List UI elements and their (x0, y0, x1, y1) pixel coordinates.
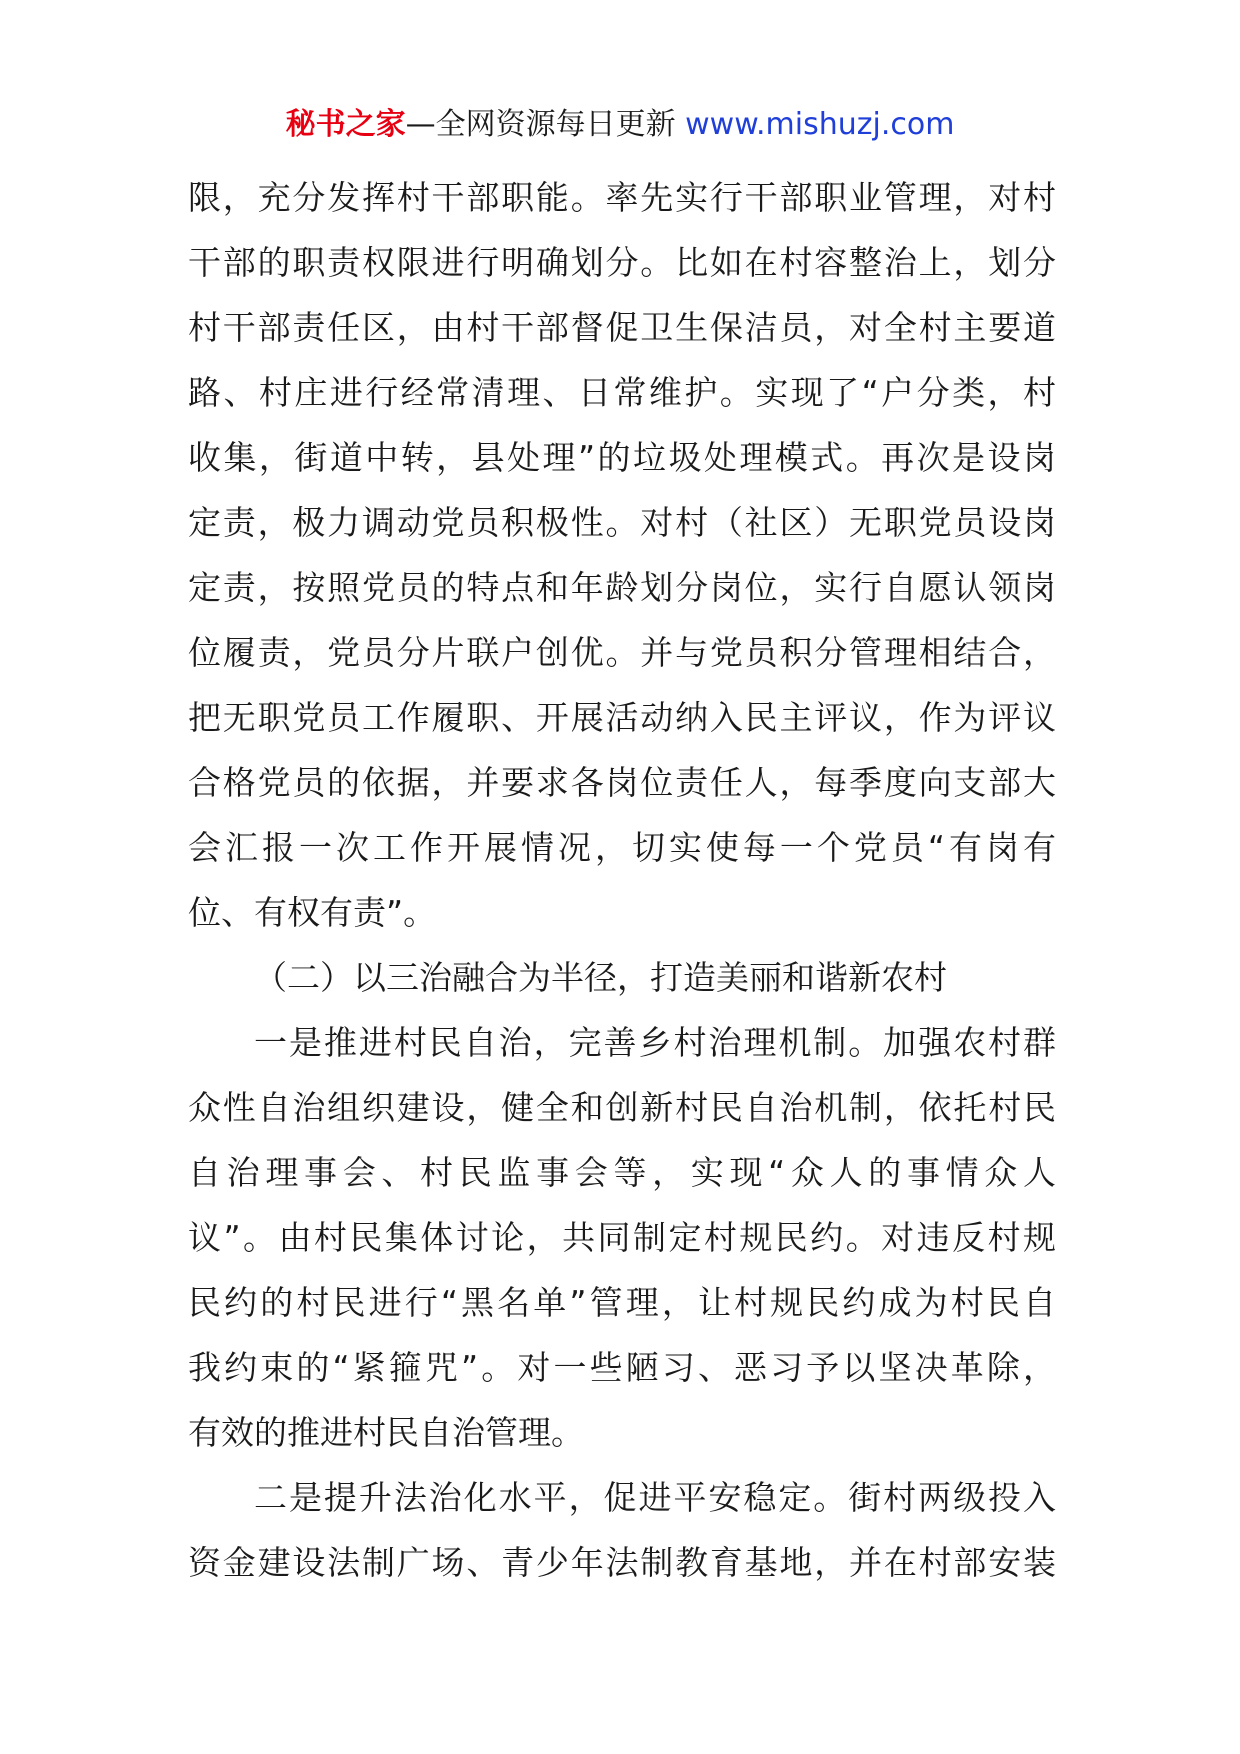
text-line: 把无职党员工作履职、开展活动纳入民主评议，作为评议 (188, 698, 1056, 737)
section-heading: （二）以三治融合为半径，打造美丽和谐新农村 (254, 958, 947, 997)
text-line: 村干部责任区，由村干部督促卫生保洁员，对全村主要道 (188, 308, 1056, 347)
text-line: 自治理事会、村民监事会等，实现“众人的事情众人 (188, 1153, 1056, 1192)
text-line: 位、有权有责”。 (188, 893, 437, 932)
text-line: 收集，街道中转，县处理”的垃圾处理模式。再次是设岗 (188, 438, 1056, 477)
page-header (0, 100, 1240, 150)
paragraph-first-line: 二是提升法治化水平，促进平安稳定。街村两级投入 (254, 1478, 1056, 1517)
text-line: 定责，按照党员的特点和年龄划分岗位，实行自愿认领岗 (188, 568, 1056, 607)
text-line: 合格党员的依据，并要求各岗位责任人，每季度向支部大 (188, 763, 1056, 802)
paragraph-first-line: 一是推进村民自治，完善乡村治理机制。加强农村群 (254, 1023, 1056, 1062)
text-line: 路、村庄进行经常清理、日常维护。实现了“户分类，村 (188, 373, 1056, 412)
text-line: 定责，极力调动党员积极性。对村（社区）无职党员设岗 (188, 503, 1056, 542)
website-link[interactable]: www.mishuzj.com (685, 107, 955, 142)
brand-name: 秘书之家 (285, 107, 406, 142)
text-line: 资金建设法制广场、青少年法制教育基地，并在村部安装 (188, 1543, 1056, 1582)
text-line: 会汇报一次工作开展情况，切实使每一个党员“有岗有 (188, 828, 1056, 867)
text-line: 议”。由村民集体讨论，共同制定村规民约。对违反村规 (188, 1218, 1056, 1257)
text-line: 有效的推进村民自治管理。 (188, 1413, 584, 1452)
text-line: 位履责，党员分片联户创优。并与党员积分管理相结合， (188, 633, 1056, 672)
text-line: 限，充分发挥村干部职能。率先实行干部职业管理，对村 (188, 178, 1056, 217)
text-line: 民约的村民进行“黑名单”管理，让村规民约成为村民自 (188, 1283, 1056, 1322)
document-body (188, 165, 1056, 1595)
header-tagline: —全网资源每日更新 (405, 107, 676, 142)
text-line: 干部的职责权限进行明确划分。比如在村容整治上，划分 (188, 243, 1056, 282)
text-line: 我约束的“紧箍咒”。对一些陋习、恶习予以坚决革除， (188, 1348, 1056, 1387)
text-line: 众性自治组织建设，健全和创新村民自治机制，依托村民 (188, 1088, 1056, 1127)
